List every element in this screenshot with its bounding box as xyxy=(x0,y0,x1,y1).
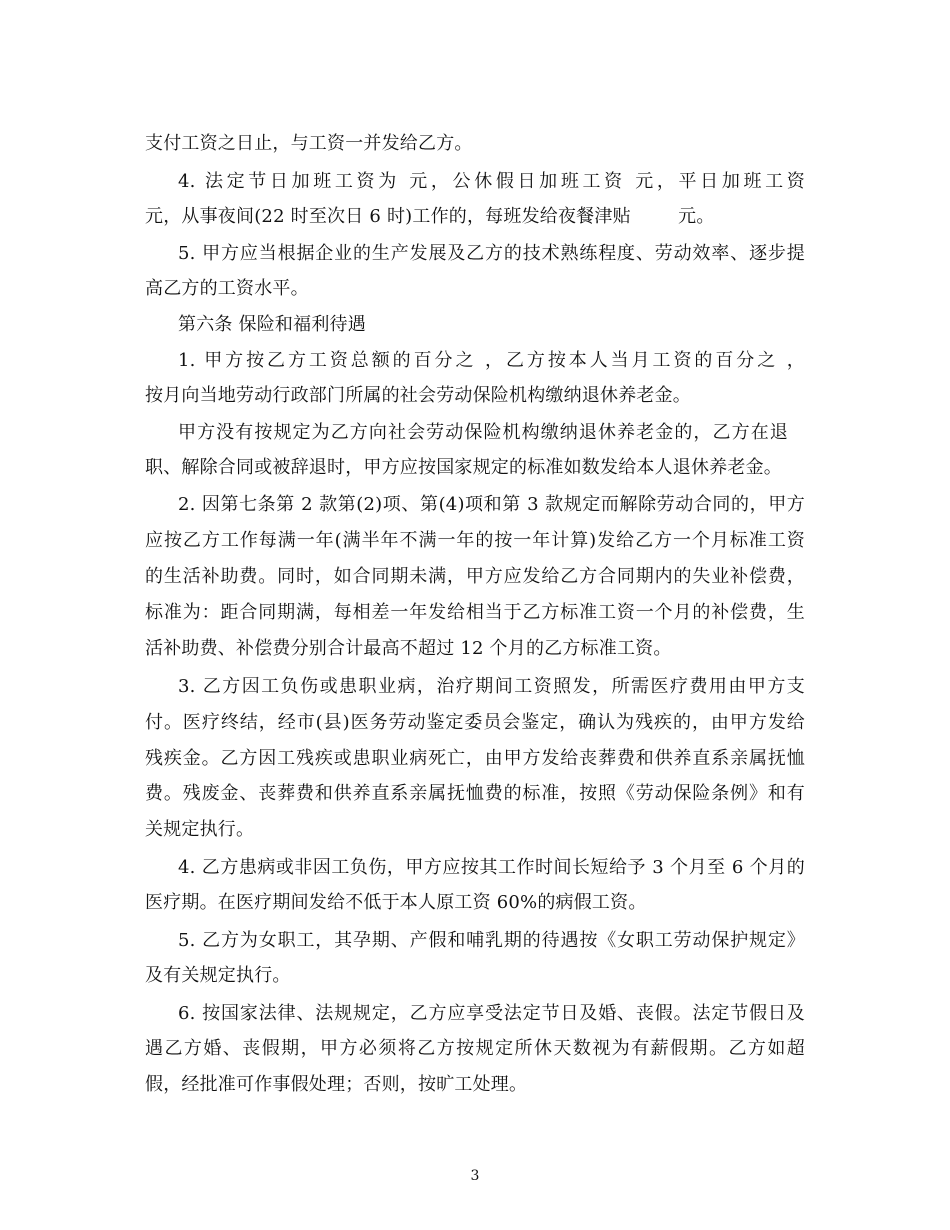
text-line: 残疾金。乙方因工残疾或患职业病死亡，由甲方发给丧葬费和供养直系亲属抚恤 xyxy=(145,748,805,769)
text-line: 医疗期。在医疗期间发给不低于本人原工资 60%的病假工资。 xyxy=(145,892,647,913)
text-line: 6. 按国家法律、法规规定，乙方应享受法定节日及婚、丧假。法定节假日及 xyxy=(178,1003,805,1024)
text-line: 1. 甲方按乙方工资总额的百分之 ，乙方按本人当月工资的百分之 ， xyxy=(178,350,805,371)
text-line: 3. 乙方因工负伤或患职业病，治疗期间工资照发，所需医疗费用由甲方支 xyxy=(178,676,805,697)
text-line: 甲方没有按规定为乙方向社会劳动保险机构缴纳退休养老金的，乙方在退 xyxy=(178,422,788,443)
text-line: 关规定执行。 xyxy=(145,819,255,840)
text-line: 费。残废金、丧葬费和供养直系亲属抚恤费的标准，按照《劳动保险条例》和有 xyxy=(145,783,805,804)
text-line: 高乙方的工资水平。 xyxy=(145,278,309,299)
text-line: 标准为：距合同期满，每相差一年发给相当于乙方标准工资一个月的补偿费，生 xyxy=(145,602,805,623)
text-line: 付。医疗终结，经市(县)医务劳动鉴定委员会鉴定，确认为残疾的，由甲方发给 xyxy=(145,712,805,733)
text-line: 元，从事夜间(22 时至次日 6 时)工作的，每班发给夜餐津贴 元。 xyxy=(145,206,715,227)
text-line: 4. 乙方患病或非因工负伤，甲方应按其工作时间长短给予 3 个月至 6 个月的 xyxy=(178,857,805,878)
text-line: 4. 法定节日加班工资为 元，公休假日加班工资 元，平日加班工资 xyxy=(178,171,805,192)
text-line: 职、解除合同或被辞退时，甲方应按国家规定的标准如数发给本人退休养老金。 xyxy=(145,457,782,478)
text-line: 5. 乙方为女职工，其孕期、产假和哺乳期的待遇按《女职工劳动保护规定》 xyxy=(178,930,805,951)
text-line: 应按乙方工作每满一年(满半年不满一年的按一年计算)发给乙方一个月标准工资 xyxy=(145,530,805,551)
text-line: 2. 因第七条第 2 款第(2)项、第(4)项和第 3 款规定而解除劳动合同的，甲方 xyxy=(178,494,805,515)
text-line: 5. 甲方应当根据企业的生产发展及乙方的技术熟练程度、劳动效率、逐步提 xyxy=(178,243,805,264)
section-heading: 第六条 保险和福利待遇 xyxy=(178,314,366,335)
text-line: 按月向当地劳动行政部门所属的社会劳动保险机构缴纳退休养老金。 xyxy=(145,385,691,406)
text-line: 的生活补助费。同时，如合同期未满，甲方应发给乙方合同期内的失业补偿费， xyxy=(145,566,805,587)
page-number: 3 xyxy=(470,1168,480,1184)
text-line: 支付工资之日止，与工资一并发给乙方。 xyxy=(145,133,473,154)
text-line: 及有关规定执行。 xyxy=(145,965,291,986)
text-line: 遇乙方婚、丧假期，甲方必须将乙方按规定所休天数视为有薪假期。乙方如超 xyxy=(145,1038,805,1059)
text-line: 活补助费、补偿费分别合计最高不超过 12 个月的乙方标准工资。 xyxy=(145,638,672,659)
text-line: 假，经批准可作事假处理；否则，按旷工处理。 xyxy=(145,1074,528,1095)
